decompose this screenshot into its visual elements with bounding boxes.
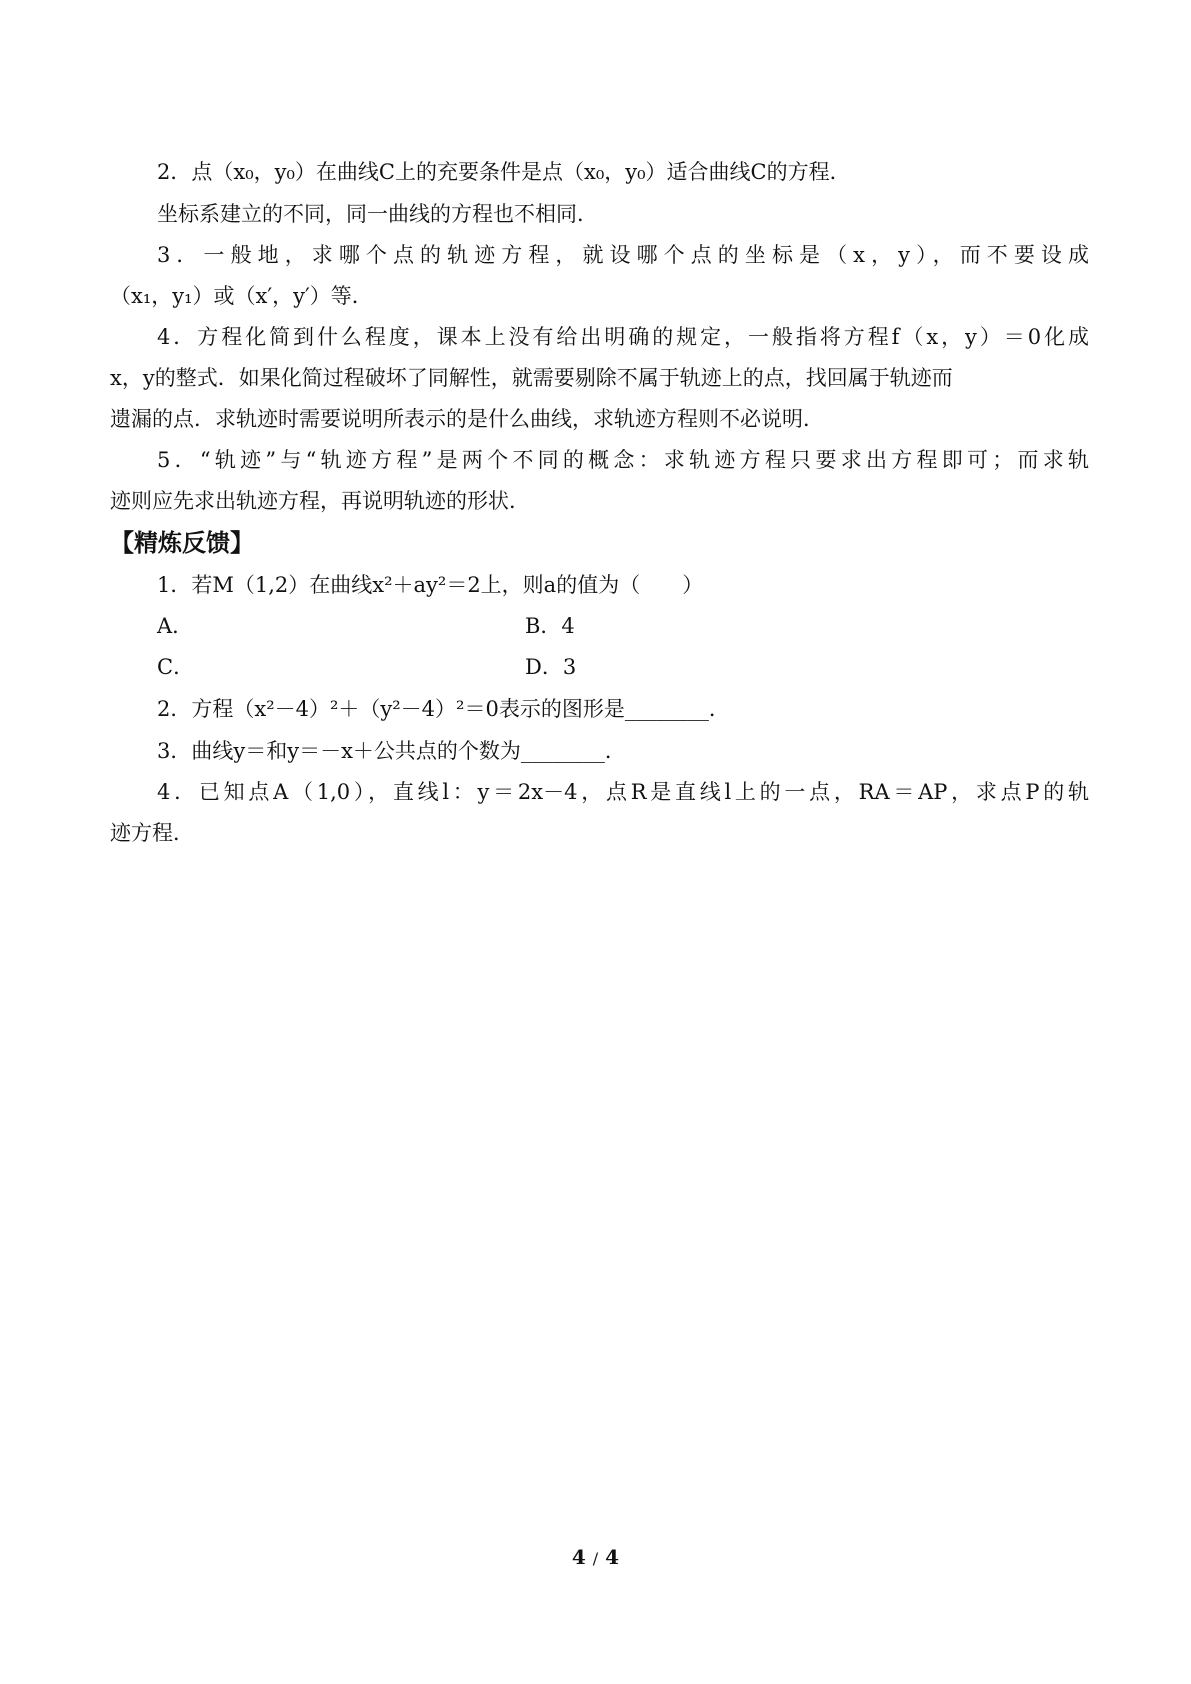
page-total: 4 bbox=[605, 1545, 620, 1569]
note-3-line-1: 3．一般地，求哪个点的轨迹方程，就设哪个点的坐标是（x，y），而不要设成 bbox=[157, 243, 1089, 267]
section-heading: 【精炼反馈】 bbox=[110, 529, 254, 557]
exercise-1-option-b: B．4 bbox=[525, 614, 575, 638]
exercise-1-option-c: C． bbox=[157, 655, 195, 679]
page-separator: / bbox=[592, 1549, 599, 1568]
note-5-line-1: 5．“轨迹”与“轨迹方程”是两个不同的概念：求轨迹方程只要求出方程即可；而求轨 bbox=[157, 448, 1089, 472]
exercise-4-line-2: 迹方程． bbox=[110, 821, 194, 845]
exercise-1-option-d: D．3 bbox=[525, 655, 577, 679]
note-2-line-2: 坐标系建立的不同，同一曲线的方程也不相同． bbox=[157, 202, 598, 226]
exercise-1-question: 1．若M（1,2）在曲线x²＋ay²＝2上，则a的值为（ ） bbox=[157, 573, 704, 597]
note-5-line-2: 迹则应先求出轨迹方程，再说明轨迹的形状． bbox=[110, 489, 530, 513]
note-4-line-2: x，y的整式．如果化简过程破坏了同解性，就需要剔除不属于轨迹上的点，找回属于轨迹而 bbox=[110, 366, 953, 390]
note-3-line-2: （x₁，y₁）或（x′，y′）等． bbox=[110, 284, 373, 308]
exercise-3-question: 3．曲线y＝和y＝－x＋公共点的个数为________． bbox=[157, 739, 626, 763]
note-4-line-3: 遗漏的点．求轨迹时需要说明所表示的是什么曲线，求轨迹方程则不必说明． bbox=[110, 407, 824, 431]
page-current: 4 bbox=[571, 1545, 586, 1569]
note-4-line-1: 4．方程化简到什么程度，课本上没有给出明确的规定，一般指将方程f（x，y）＝0化成 bbox=[157, 325, 1089, 349]
exercise-1-option-a: A． bbox=[157, 614, 194, 638]
exercise-4-line-1: 4．已知点A（1,0），直线l：y＝2x－4，点R是直线l上的一点，RA＝AP，求点P的轨 bbox=[157, 780, 1089, 804]
page-number bbox=[0, 1545, 1191, 1569]
exercise-2-question: 2．方程（x²－4）²＋（y²－4）²＝0表示的图形是________． bbox=[157, 697, 730, 721]
note-2-line-1: 2．点（x₀，y₀）在曲线C上的充要条件是点（x₀，y₀）适合曲线C的方程． bbox=[157, 160, 851, 184]
